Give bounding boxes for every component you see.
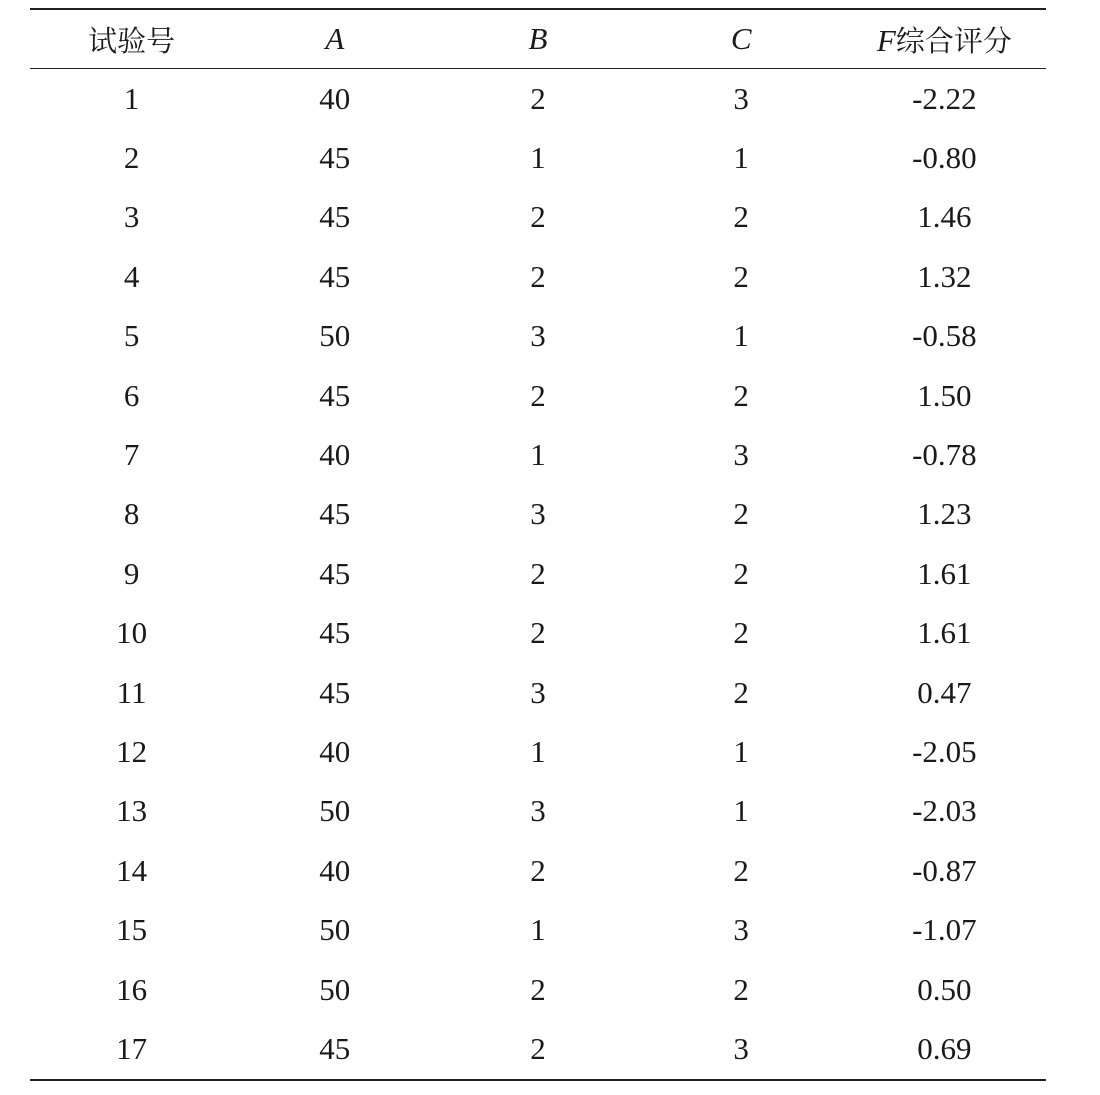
cell-composite-score: 1.46 [917,199,972,235]
cell-trial-number: 7 [123,437,140,473]
cell-factor-c: 3 [733,80,749,116]
cell-factor-a: 50 [319,318,351,354]
cell-composite-score: -0.58 [912,318,977,354]
data-table-container [30,8,1046,1081]
table-row [30,663,1046,722]
experiment-results-table [30,8,1046,1081]
table-row [30,69,1046,129]
cell-factor-c: 2 [733,555,749,591]
cell-trial-number: 11 [116,674,147,710]
cell-trial-number: 1 [123,80,140,116]
table-row [30,307,1046,366]
cell-factor-c: 1 [733,733,749,769]
table-row [30,1019,1046,1079]
cell-trial-number: 12 [116,733,148,769]
cell-factor-b: 2 [530,377,546,413]
table-row [30,604,1046,663]
cell-factor-b: 1 [530,140,546,176]
table-row [30,722,1046,781]
cell-trial-number: 10 [116,615,148,651]
cell-factor-a: 40 [319,852,351,888]
cell-factor-b: 2 [530,199,546,235]
cell-factor-b: 3 [530,496,546,532]
cell-factor-c: 2 [733,377,749,413]
cell-factor-a: 40 [319,733,351,769]
cell-trial-number: 8 [123,496,140,532]
cell-composite-score: 1.50 [917,377,972,413]
header-factor-b-label: B [528,21,548,56]
cell-factor-c: 2 [733,258,749,294]
header-factor-c-label: C [730,21,752,56]
cell-factor-a: 50 [319,793,351,829]
table-row [30,188,1046,247]
cell-factor-c: 2 [733,971,749,1007]
header-factor-a-label: A [325,21,345,56]
cell-trial-number: 17 [116,1030,148,1066]
table-row [30,425,1046,484]
cell-factor-c: 1 [733,140,749,176]
cell-factor-c: 1 [733,793,749,829]
header-factor-b [436,9,639,69]
cell-factor-a: 45 [319,199,351,235]
cell-composite-score: 1.61 [917,555,972,591]
cell-trial-number: 14 [116,852,148,888]
cell-factor-b: 2 [530,852,546,888]
cell-factor-b: 1 [530,733,546,769]
cell-composite-score: -2.03 [912,793,977,829]
cell-factor-b: 1 [530,437,546,473]
cell-trial-number: 4 [123,258,140,294]
table-row [30,900,1046,959]
header-factor-c [640,9,843,69]
cell-factor-b: 2 [530,615,546,651]
cell-trial-number: 5 [123,318,140,354]
cell-composite-score: -0.80 [912,140,977,176]
cell-trial-number: 13 [116,793,148,829]
table-row [30,960,1046,1019]
cell-composite-score: 1.32 [917,258,972,294]
cell-factor-a: 45 [319,140,351,176]
cell-composite-score: -2.05 [912,733,977,769]
header-composite-score-symbol: F [876,22,896,58]
header-trial-number-label: 试验号 [88,23,176,58]
cell-factor-a: 45 [319,1030,351,1066]
cell-factor-a: 45 [319,377,351,413]
header-row [30,9,1046,69]
cell-factor-b: 3 [530,793,546,829]
table-row [30,485,1046,544]
cell-factor-b: 2 [530,555,546,591]
cell-composite-score: -0.78 [912,437,977,473]
cell-factor-b: 2 [530,80,546,116]
table-row [30,366,1046,425]
cell-trial-number: 9 [123,555,140,591]
cell-trial-number: 3 [123,199,140,235]
cell-factor-b: 1 [530,912,546,948]
cell-composite-score: -0.87 [912,852,977,888]
table-row [30,128,1046,187]
table-row [30,544,1046,603]
cell-factor-c: 2 [733,199,749,235]
table-body [30,69,1046,1080]
cell-factor-a: 50 [319,971,351,1007]
header-composite-score-label: 综合评分 [895,23,1012,58]
cell-trial-number: 15 [116,912,148,948]
cell-factor-a: 45 [319,555,351,591]
cell-factor-b: 2 [530,1030,546,1066]
cell-factor-a: 45 [319,258,351,294]
cell-composite-score: 0.47 [917,674,972,710]
cell-trial-number: 16 [116,971,148,1007]
cell-factor-b: 3 [530,674,546,710]
table-header [30,9,1046,69]
cell-composite-score: 1.61 [917,615,972,651]
header-trial-number [30,9,233,69]
cell-factor-c: 3 [733,912,749,948]
cell-factor-c: 1 [733,318,749,354]
cell-composite-score: -1.07 [912,912,977,948]
header-factor-a [233,9,436,69]
table-row [30,841,1046,900]
cell-factor-a: 45 [319,496,351,532]
cell-composite-score: -2.22 [912,80,977,116]
cell-factor-a: 40 [319,80,351,116]
cell-factor-c: 2 [733,852,749,888]
cell-factor-c: 3 [733,437,749,473]
cell-trial-number: 2 [123,140,140,176]
cell-factor-b: 2 [530,971,546,1007]
cell-factor-b: 3 [530,318,546,354]
table-row [30,782,1046,841]
header-composite-score [843,9,1046,69]
cell-composite-score: 0.50 [917,971,972,1007]
cell-factor-c: 2 [733,674,749,710]
cell-factor-b: 2 [530,258,546,294]
cell-trial-number: 6 [123,377,140,413]
table-row [30,247,1046,306]
cell-composite-score: 1.23 [917,496,972,532]
cell-factor-a: 45 [319,674,351,710]
cell-factor-a: 45 [319,615,351,651]
cell-factor-a: 40 [319,437,351,473]
cell-factor-a: 50 [319,912,351,948]
cell-factor-c: 2 [733,615,749,651]
cell-composite-score: 0.69 [917,1030,972,1066]
cell-factor-c: 2 [733,496,749,532]
cell-factor-c: 3 [733,1030,749,1066]
